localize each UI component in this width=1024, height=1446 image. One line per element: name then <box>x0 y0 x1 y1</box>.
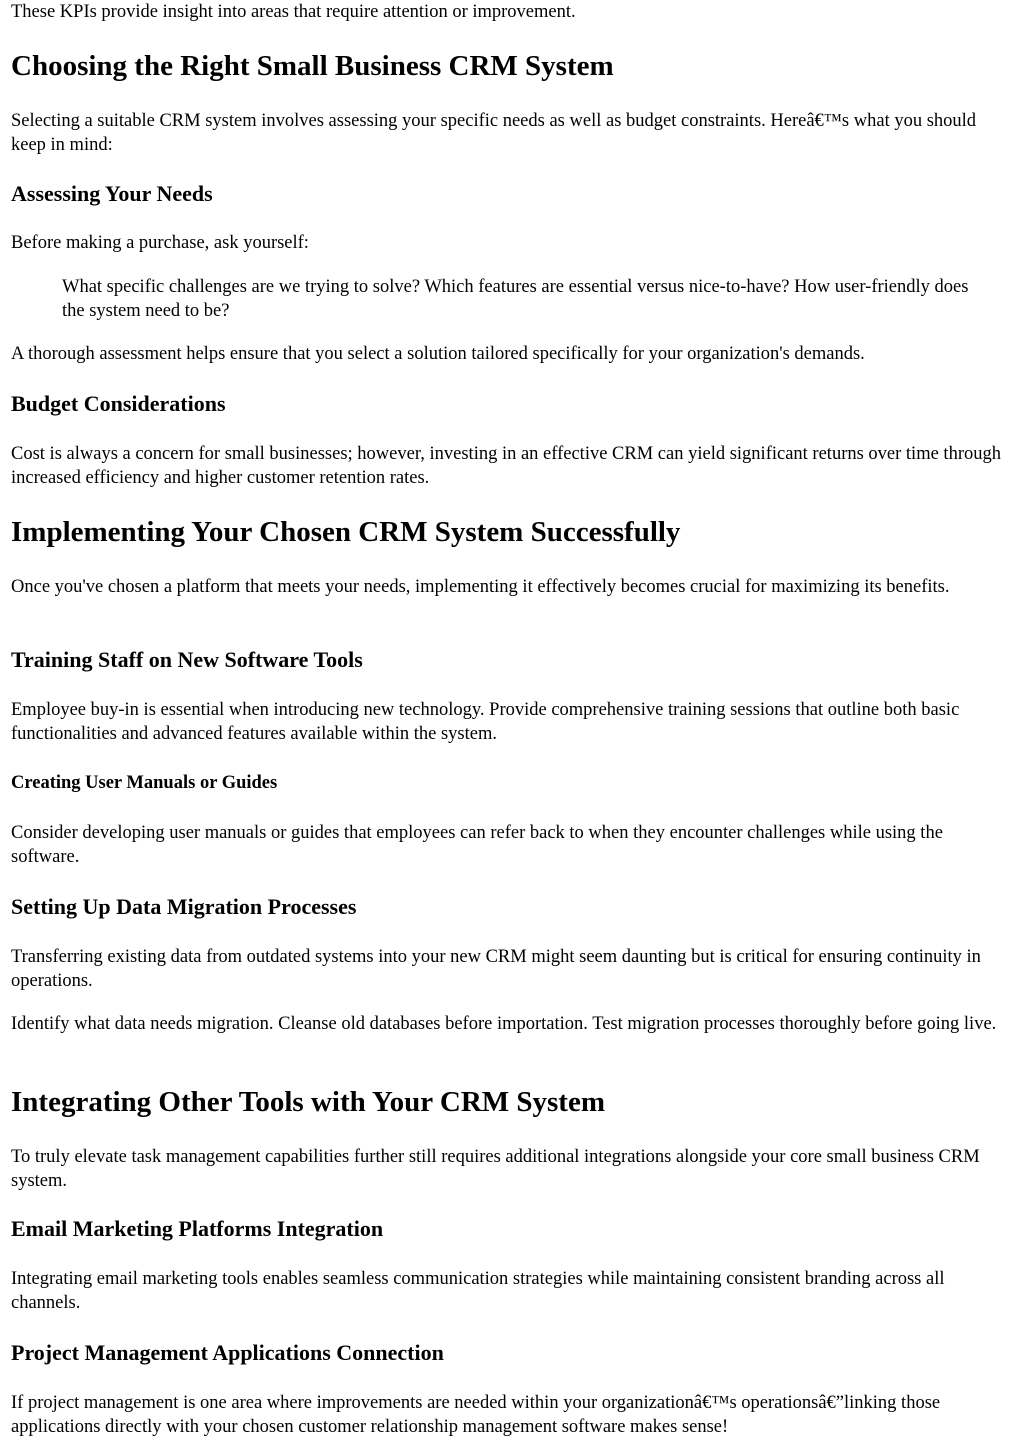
paragraph-integrating-intro: To truly elevate task management capabilities further still requires additional integrations alongside your core small business CRM system. <box>11 1147 980 1191</box>
heading-assessing-needs: Assessing Your Needs <box>11 181 213 206</box>
paragraph-email-body: Integrating email marketing tools enables seamless communication strategies while maintaining consistent branding across all channels. <box>11 1269 945 1313</box>
paragraph-project-body: If project management is one area where improvements are needed within your organizationâ€™s operationsâ€”linking those applications directly with your chosen customer relationship management software makes sense! <box>11 1393 941 1437</box>
blockquote-assessing-questions: What specific challenges are we trying to solve? Which features are essential versus nice-to-have? How user-friendly does the system need to be? <box>62 277 969 321</box>
paragraph-training-body: Employee buy-in is essential when introducing new technology. Provide comprehensive training sessions that outline both basic functionalities and advanced features available within the system. <box>11 700 960 744</box>
heading-project-management: Project Management Applications Connection <box>11 1340 444 1365</box>
heading-implementing-crm: Implementing Your Chosen CRM System Successfully <box>11 516 681 548</box>
paragraph-assessing-lead: Before making a purchase, ask yourself: <box>11 233 309 253</box>
paragraph-manuals-body: Consider developing user manuals or guides that employees can refer back to when they encounter challenges while using the software. <box>11 823 943 867</box>
paragraph-assessing-summary: A thorough assessment helps ensure that you select a solution tailored specifically for your organization's demands. <box>11 344 865 364</box>
heading-choosing-crm: Choosing the Right Small Business CRM System <box>11 50 614 82</box>
paragraph-budget-body: Cost is always a concern for small businesses; however, investing in an effective CRM can yield significant returns over time through increased efficiency and higher customer retention rates. <box>11 444 1001 488</box>
heading-data-migration: Setting Up Data Migration Processes <box>11 894 357 919</box>
heading-budget-considerations: Budget Considerations <box>11 391 226 416</box>
paragraph-migration-steps: Identify what data needs migration. Cleanse old databases before importation. Test migration processes thoroughly before going live. <box>11 1014 997 1034</box>
heading-email-marketing: Email Marketing Platforms Integration <box>11 1216 384 1241</box>
paragraph-kpi-insight: These KPIs provide insight into areas that require attention or improvement. <box>11 2 576 22</box>
paragraph-implementing-intro: Once you've chosen a platform that meets your needs, implementing it effectively becomes crucial for maximizing its benefits. <box>11 577 950 597</box>
heading-training-staff: Training Staff on New Software Tools <box>11 647 363 672</box>
paragraph-choosing-intro: Selecting a suitable CRM system involves assessing your specific needs as well as budget constraints. Hereâ€™s what you should keep in mind: <box>11 111 977 155</box>
paragraph-migration-body: Transferring existing data from outdated systems into your new CRM might seem daunting but is critical for ensuring continuity in operations. <box>11 947 981 991</box>
heading-user-manuals: Creating User Manuals or Guides <box>11 773 278 793</box>
heading-integrating-tools: Integrating Other Tools with Your CRM System <box>11 1086 605 1118</box>
